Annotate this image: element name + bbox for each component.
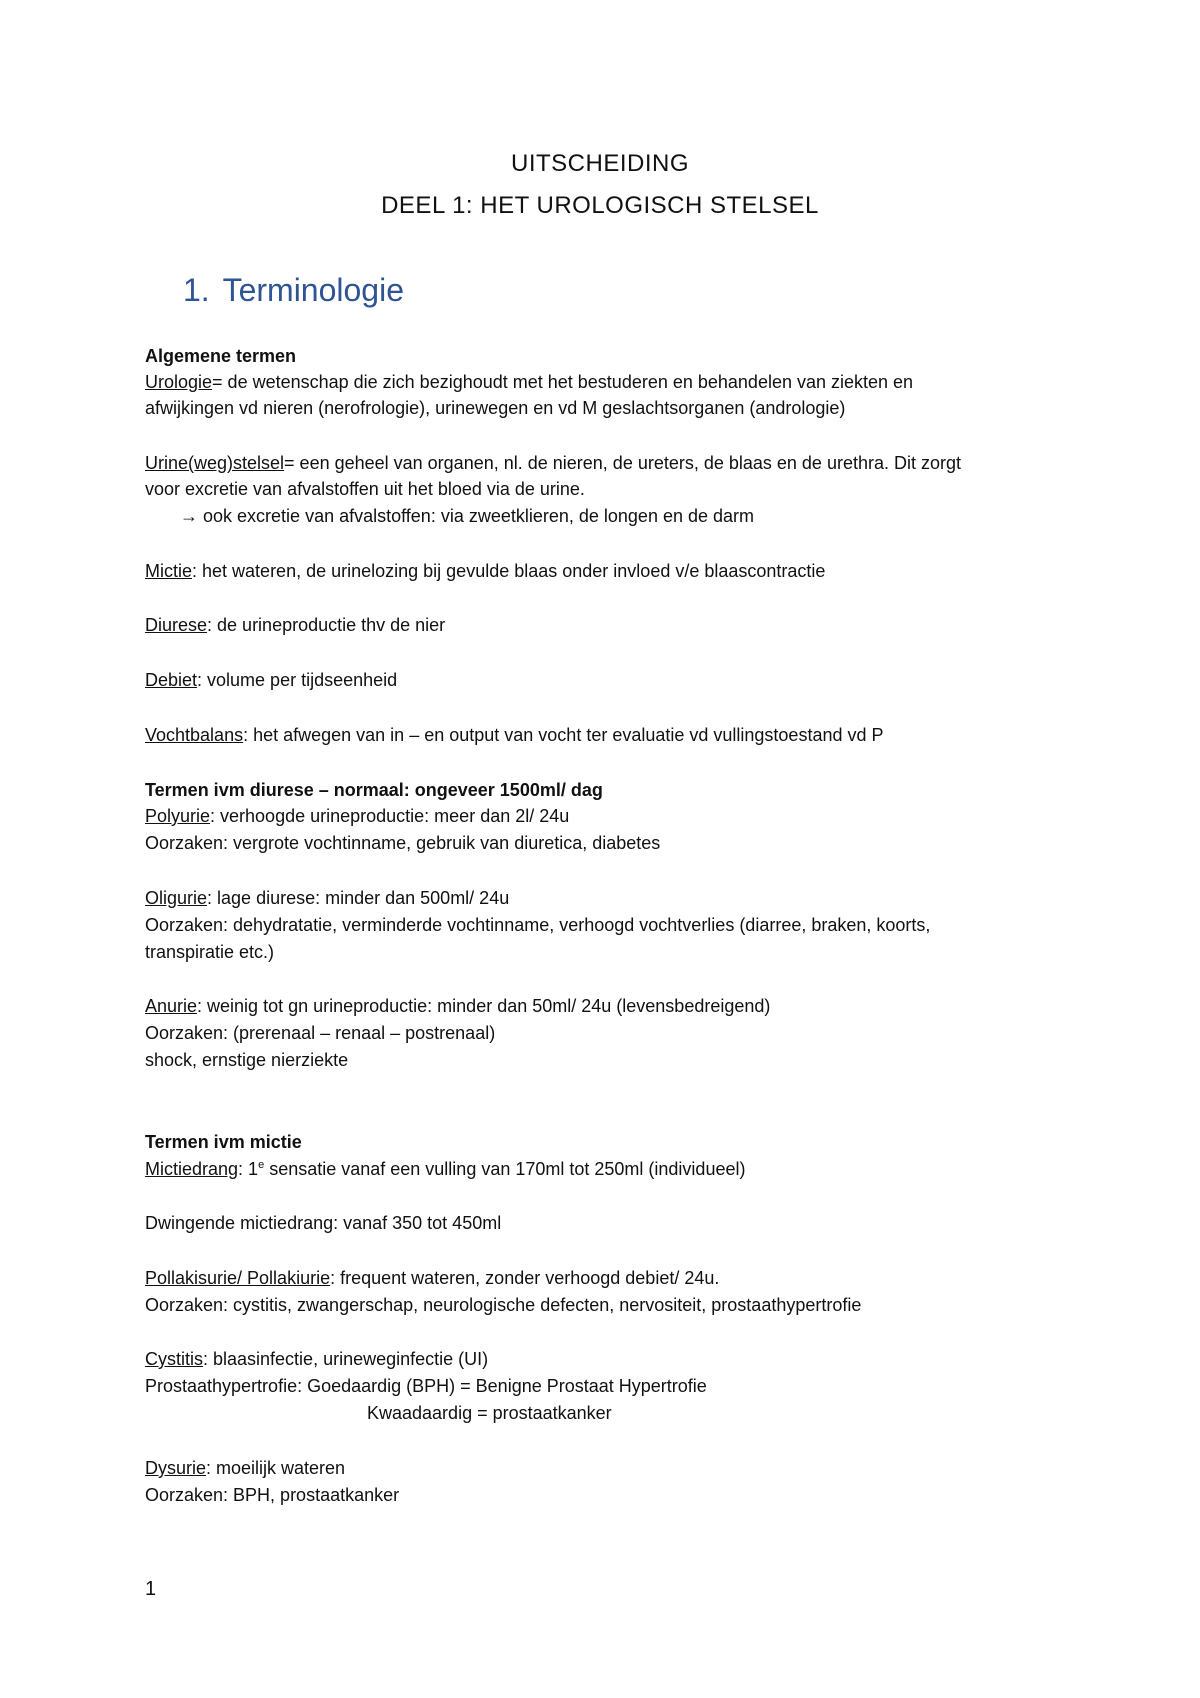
pollakisurie-term: Pollakisurie/ Pollakiurie — [145, 1268, 331, 1288]
anurie-causes-cont: shock, ernstige nierziekte — [145, 1050, 349, 1070]
mictiedrang-def-pre: : 1 — [238, 1159, 259, 1179]
vochtbalans-term: Vochtbalans — [145, 725, 244, 745]
oligurie-causes: Oorzaken: dehydratatie, verminderde vochtinname, verhoogd vochtverlies (diarree, braken, koorts, — [145, 915, 931, 935]
urine-def: = een geheel van organen, nl. de nieren, de ureters, de blaas en de urethra. Dit zorgt — [284, 453, 961, 473]
mictie-definition — [145, 558, 825, 584]
pollakisurie-causes: Oorzaken: cystitis, zwangerschap, neurologische defecten, nervositeit, prostaathypertrofie — [145, 1295, 862, 1315]
debiet-term: Debiet — [145, 670, 198, 690]
arrow-note — [180, 503, 754, 529]
debiet-definition — [145, 667, 397, 693]
urologie-term: Urologie — [145, 372, 213, 392]
mictie-def: : het wateren, de urinelozing bij gevulde blaas onder invloed v/e blaascontractie — [192, 561, 826, 581]
general-terms-heading: Algemene termen — [145, 346, 297, 366]
cystitis-definition — [145, 1346, 488, 1372]
heading-text: Terminologie — [222, 272, 404, 308]
prostaathypertrofie-line: Prostaathypertrofie: Goedaardig (BPH) = Benigne Prostaat Hypertrofie — [145, 1376, 707, 1396]
prostaathypertrofie-line-2: Kwaadaardig = prostaatkanker — [367, 1403, 612, 1423]
arrow-note-text: ook excretie van afvalstoffen: via zweetklieren, de longen en de darm — [203, 506, 755, 526]
vochtbalans-def: : het afwegen van in – en output van vocht ter evaluatie vd vullingstoestand vd P — [243, 725, 884, 745]
anurie-def: : weinig tot gn urineproductie: minder dan 50ml/ 24u (levensbedreigend) — [197, 996, 771, 1016]
urine-def-cont: voor excretie van afvalstoffen uit het bloed via de urine. — [145, 479, 585, 499]
pollakisurie-definition — [145, 1265, 719, 1291]
diurese-term: Diurese — [145, 615, 208, 635]
polyurie-definition — [145, 803, 569, 829]
urine-term: Urine(weg)stelsel — [145, 453, 285, 473]
dysurie-def: : moeilijk wateren — [206, 1458, 346, 1478]
mictie-terms-heading: Termen ivm mictie — [145, 1132, 302, 1152]
urine-definition — [145, 450, 961, 476]
diurese-terms-heading: Termen ivm diurese – normaal: ongeveer 1500ml/ dag — [145, 780, 603, 800]
document-subtitle: DEEL 1: HET UROLOGISCH STELSEL — [381, 192, 819, 219]
dwingende-mictiedrang: Dwingende mictiedrang: vanaf 350 tot 450ml — [145, 1213, 502, 1233]
diurese-def: : de urineproductie thv de nier — [207, 615, 446, 635]
dysurie-causes: Oorzaken: BPH, prostaatkanker — [145, 1485, 400, 1505]
heading-number: 1. — [183, 272, 210, 308]
anurie-definition — [145, 993, 770, 1019]
vochtbalans-definition — [145, 722, 884, 748]
oligurie-causes-cont: transpiratie etc.) — [145, 942, 275, 962]
oligurie-def: : lage diurese: minder dan 500ml/ 24u — [207, 888, 510, 908]
anurie-term: Anurie — [145, 996, 198, 1016]
cystitis-def: : blaasinfectie, urineweginfectie (UI) — [203, 1349, 489, 1369]
urologie-definition — [145, 369, 913, 395]
page-number: 1 — [145, 1578, 157, 1600]
document-title: UITSCHEIDING — [510, 150, 689, 177]
mictie-term: Mictie — [145, 561, 193, 581]
mictiedrang-term: Mictiedrang — [145, 1159, 239, 1179]
diurese-definition — [145, 612, 445, 638]
anurie-causes: Oorzaken: (prerenaal – renaal – postrenaal) — [145, 1023, 496, 1043]
dysurie-definition — [145, 1455, 345, 1481]
oligurie-definition — [145, 885, 509, 911]
polyurie-causes: Oorzaken: vergrote vochtinname, gebruik van diuretica, diabetes — [145, 833, 661, 853]
mictiedrang-def-post: sensatie vanaf een vulling van 170ml tot 250ml (individueel) — [264, 1159, 746, 1179]
debiet-def: : volume per tijdseenheid — [197, 670, 398, 690]
polyurie-def: : verhoogde urineproductie: meer dan 2l/ 24u — [210, 806, 570, 826]
dysurie-term: Dysurie — [145, 1458, 207, 1478]
urologie-def-cont: afwijkingen vd nieren (nerofrologie), urinewegen en vd M geslachtsorganen (andrologie) — [145, 398, 846, 418]
pollakisurie-def: : frequent wateren, zonder verhoogd debiet/ 24u. — [330, 1268, 720, 1288]
section-heading — [183, 272, 404, 309]
mictiedrang-superscript: e — [258, 1159, 265, 1171]
polyurie-term: Polyurie — [145, 806, 211, 826]
urologie-def: = de wetenschap die zich bezighoudt met het bestuderen en behandelen van ziekten en — [212, 372, 914, 392]
right-arrow-icon: → — [180, 506, 198, 526]
cystitis-term: Cystitis — [145, 1349, 203, 1369]
mictiedrang-definition — [145, 1156, 745, 1182]
oligurie-term: Oligurie — [145, 888, 208, 908]
